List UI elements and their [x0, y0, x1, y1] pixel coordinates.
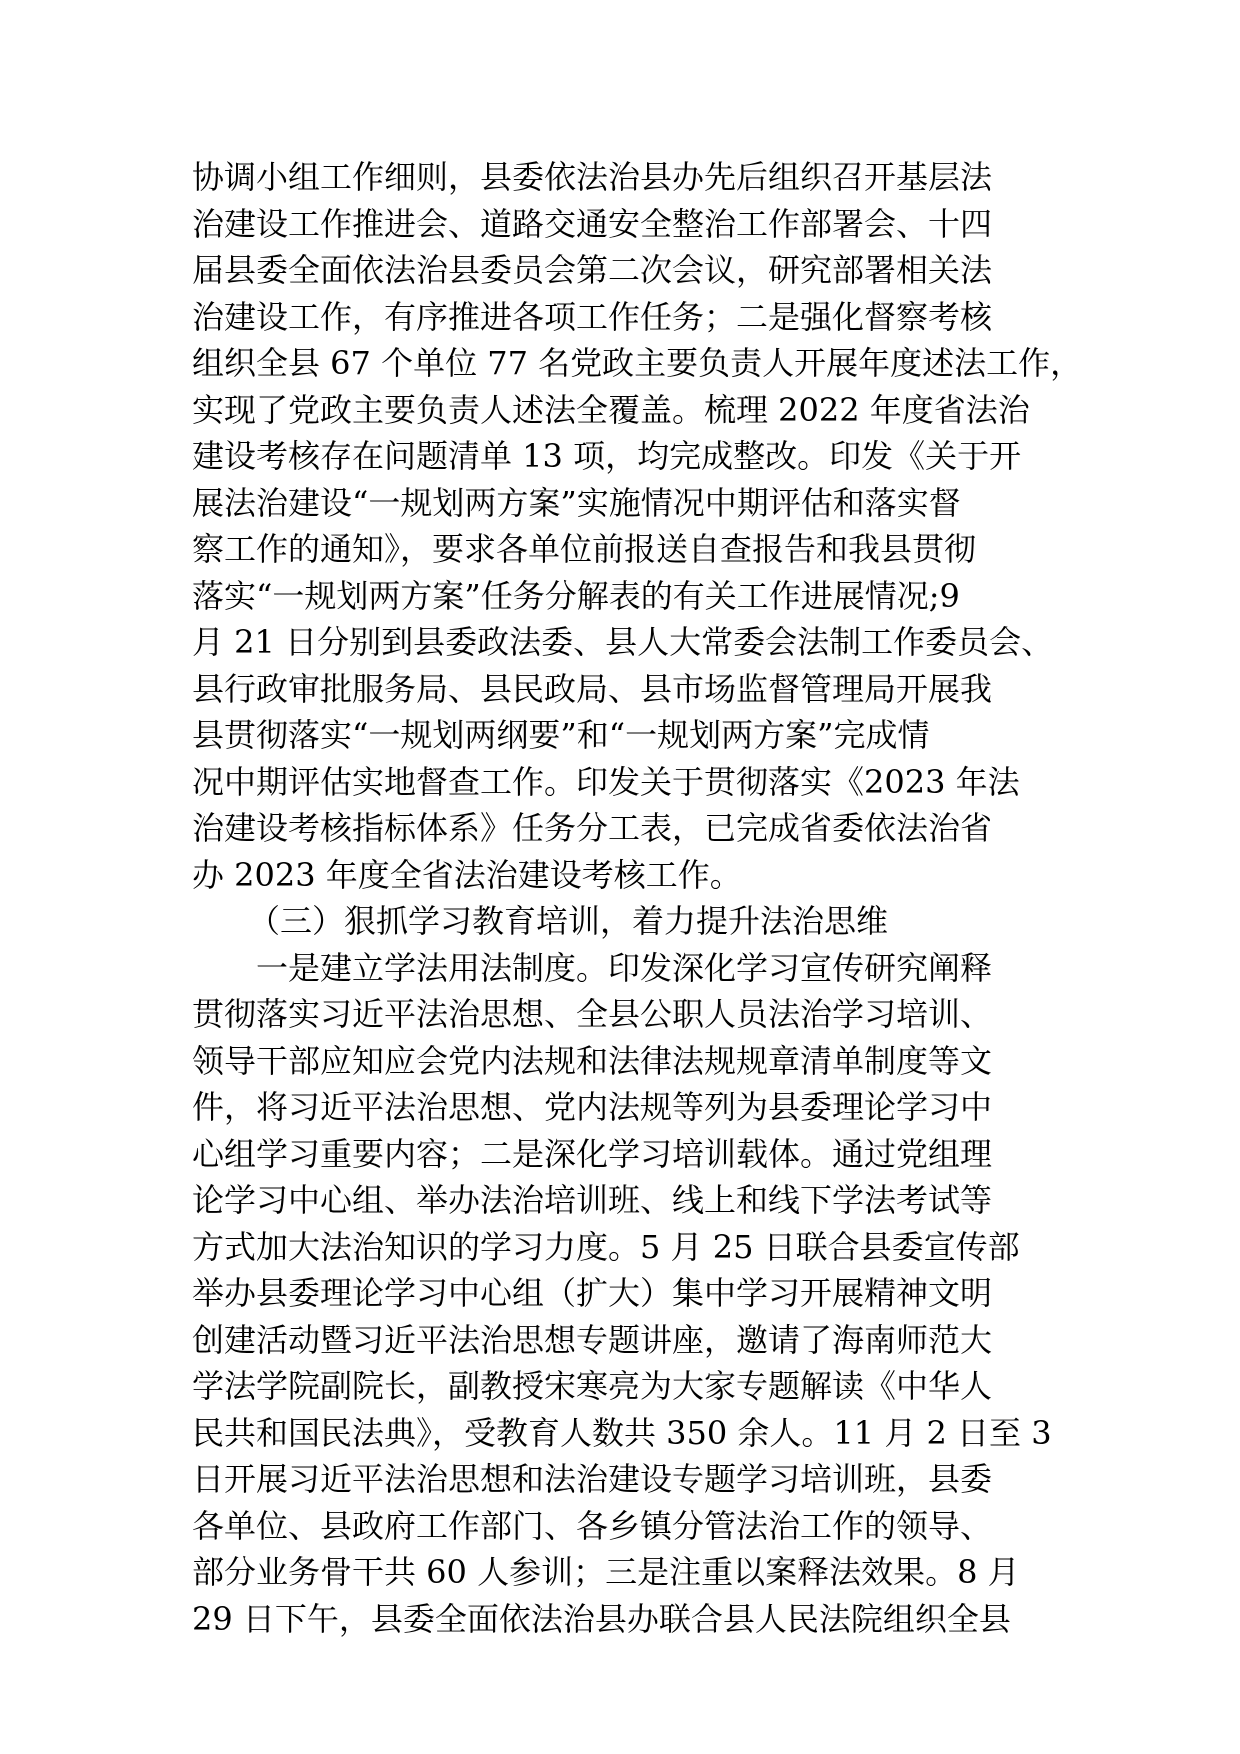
body-text-line: 学法学院副院长，副教授宋寒亮为大家专题解读《中华人 — [192, 1367, 993, 1405]
body-text-line: 县行政审批服务局、县民政局、县市场监督管理局开展我 — [192, 669, 993, 708]
body-text-line: 民共和国民法典》，受教育人数共 350 余人。11 月 2 日至 3 — [192, 1413, 1052, 1452]
body-text-line: 日开展习近平法治思想和法治建设专题学习培训班，县委 — [192, 1460, 993, 1498]
body-text-line: 创建活动暨习近平法治思想专题讲座，邀请了海南师范大 — [192, 1320, 993, 1359]
body-text-line: 况中期评估实地督查工作。印发关于贯彻落实《2023 年法 — [192, 762, 1020, 801]
body-text-line: 协调小组工作细则，县委依法治县办先后组织召开基层法 — [192, 158, 993, 196]
document-body — [192, 154, 1092, 1642]
body-text-line: 举办县委理论学习中心组（扩大）集中学习开展精神文明 — [192, 1274, 993, 1312]
body-text-line: 论学习中心组、举办法治培训班、线上和线下学法考试等 — [192, 1181, 993, 1219]
body-text-line: 29 日下午，县委全面依法治县办联合县人民法院组织全县 — [192, 1599, 1011, 1638]
body-text-line: 心组学习重要内容；二是深化学习培训载体。通过党组理 — [192, 1134, 993, 1173]
body-text-line: 各单位、县政府工作部门、各乡镇分管法治工作的领导、 — [192, 1506, 993, 1545]
body-text-line: 办 2023 年度全省法治建设考核工作。 — [192, 855, 742, 894]
body-text-line: 察工作的通知》，要求各单位前报送自查报告和我县贯彻 — [192, 530, 977, 568]
body-text-line: 实现了党政主要负责人述法全覆盖。梳理 2022 年度省法治 — [192, 390, 1030, 429]
body-text-line: 治建设工作推进会、道路交通安全整治工作部署会、十四 — [192, 204, 993, 243]
body-text-line: 件，将习近平法治思想、党内法规等列为县委理论学习中 — [192, 1088, 993, 1126]
body-text-line: 展法治建设“一规划两方案”实施情况中期评估和落实督 — [192, 483, 961, 522]
body-text-line: 月 21 日分别到县委政法委、县人大常委会法制工作委员会、 — [192, 623, 1054, 661]
body-text-line: 方式加大法治知识的学习力度。5 月 25 日联合县委宣传部 — [192, 1227, 1020, 1266]
body-text-line: 建设考核存在问题清单 13 项，均完成整改。印发《关于开 — [192, 437, 1022, 475]
body-text-line: 治建设考核指标体系》任务分工表，已完成省委依法治省 — [192, 809, 993, 847]
body-text-line: 治建设工作，有序推进各项工作任务；二是强化督察考核 — [192, 297, 993, 336]
body-text-line: 贯彻落实习近平法治思想、全县公职人员法治学习培训、 — [192, 995, 993, 1033]
body-text-line: 领导干部应知应会党内法规和法律法规规章清单制度等文 — [192, 1041, 993, 1080]
body-text-line: 部分业务骨干共 60 人参训；三是注重以案释法效果。8 月 — [192, 1553, 1020, 1591]
body-text-line: 县贯彻落实“一规划两纲要”和“一规划两方案”完成情 — [192, 716, 930, 754]
body-text-line: 组织全县 67 个单位 77 名党政主要负责人开展年度述法工作， — [192, 344, 1083, 382]
paragraph-first-line: 一是建立学法用法制度。印发深化学习宣传研究阐释 — [256, 948, 993, 987]
body-text-line: 落实“一规划两方案”任务分解表的有关工作进展情况;9 — [192, 576, 960, 615]
body-text-line: 届县委全面依法治县委员会第二次会议，研究部署相关法 — [192, 251, 993, 289]
section-heading: （三）狠抓学习教育培训，着力提升法治思维 — [248, 902, 889, 940]
